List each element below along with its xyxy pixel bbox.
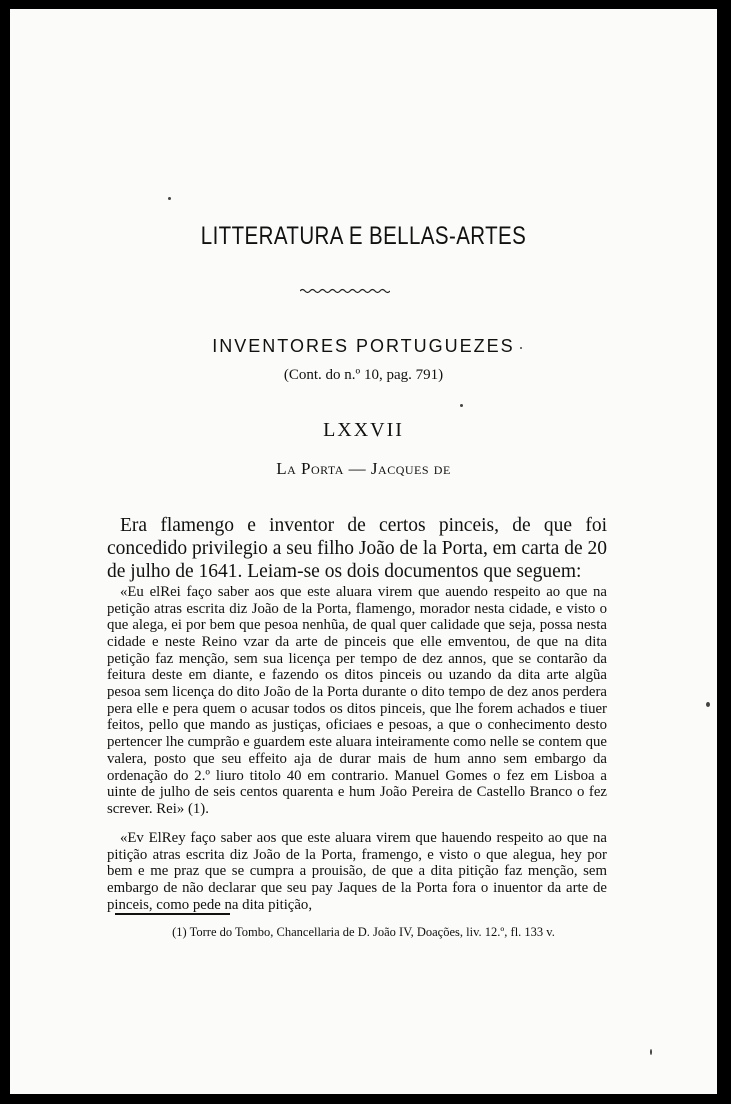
scan-speck	[460, 404, 463, 407]
section-title: LITTERATURA E BELLAS-ARTES	[200, 222, 527, 250]
quoted-document-1: «Eu elRei faço saber aos que este aluara virem que auendo respeito ao que na petição atras escrita diz João de la Porta, flamengo, morador nesta cidade, e visto o que alega, ei por bem que pesoa nenhũa, de qual quer calidade que seja, possa nesta cidade e neste Reino vzar da arte de pinceis que elle emventou, de que na dita petição faz menção, sem sua licença per tempo de dez annos, que se contarão da feitura deste em diante, e fazendo os ditos pinceis ou uzando da dita arte algũa pesoa sem licença do dito João de la Porta durante o dito tempo de dez anos perdera pera elle e pera quem o acusar todos os ditos pinceis, que lhe forem achados e tiuer feitos, pello que mando as justiças, oficiaes e pesoas, a que o conhecimento desto pertencer lhe cumprão e guardem este aluara inteiramente como nelle se contem que valera, posto que seu effeito aja de durar mais de hum anno sem embargo da ordenação do 2.º liuro titolo 40 em contrario. Manuel Gomes o fez em Lisboa a uinte de julho de seis centos quarenta e hum João Pereira de Castello Branco o fez screver. Rei» (1).	[107, 583, 607, 817]
scan-speck	[168, 197, 171, 200]
lead-paragraph: Era flamengo e inventor de certos pinceis, de que foi concedido privilegio a seu filho João de la Porta, em carta de 20 de julho de 1641. Leiam-se os dois documentos que seguem:	[107, 514, 607, 582]
scan-speck	[706, 702, 710, 707]
footnote: (1) Torre do Tombo, Chancellaria de D. João IV, Doações, liv. 12.º, fl. 133 v.	[172, 925, 555, 939]
quoted-document-2: «Ev ElRey faço saber aos que este aluara virem que hauendo respeito ao que na pitição atras escrita diz João de la Porta, framengo, e visto o que alegua, hey por bem e me praz que se cumpra a prouisão, de que a dita pitição faz menção, sem embargo de não declarar que seu pay Jaques de la Porta fora o inuentor da arte de pinceis, como pede na dita pitição,	[107, 829, 607, 913]
scan-speck	[520, 347, 522, 349]
footnote-rule	[115, 913, 230, 915]
chapter-heading: La Porta — Jacques de	[276, 459, 451, 478]
chapter-number: LXXVII	[323, 419, 404, 441]
scan-speck	[650, 1049, 652, 1055]
article-title: INVENTORES PORTUGUEZES	[212, 336, 515, 356]
document-page	[10, 9, 717, 1094]
wavy-rule-ornament	[300, 287, 390, 295]
continuation-note: (Cont. do n.º 10, pag. 791)	[283, 367, 444, 383]
